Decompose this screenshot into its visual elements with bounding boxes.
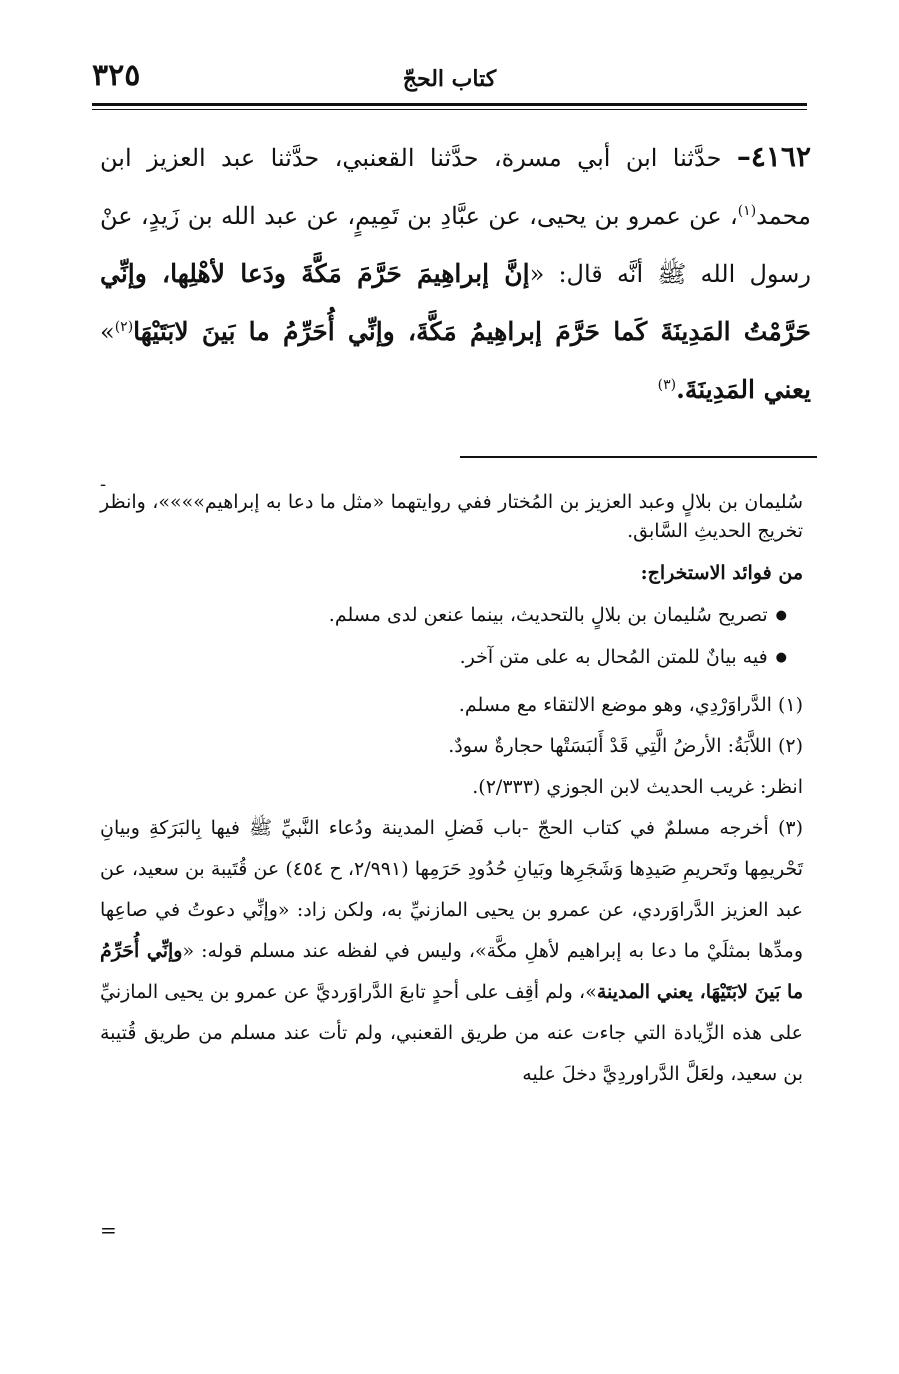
footnote-ref-2: (٢) (114, 319, 134, 335)
explanation-text: يعني المَدِينَةَ. (676, 375, 811, 404)
footnote-3-quote: وإنِّي أُحَرِّمُ ما بَينَ لابَتَيْهَا، يعني المدينة (100, 940, 803, 1003)
continued-on-next-mark: = (100, 1218, 117, 1242)
isnad-chain: حدَّثنا ابن أبي مسرة، حدَّثنا القعنبي، حدَّثنا عبد العزيز ابن محمد (100, 144, 811, 230)
benefit-item: ● فيه بيانٌ للمتن المُحال به على متن آخر. (100, 643, 787, 672)
header-rule-thin (92, 109, 807, 110)
footnotes (100, 488, 803, 1095)
footnote-2: (٢) اللاَّبَةُ: الأرضُ الَّتِي قَدْ أَلبَسَتْها حجارةٌ سودٌ. (448, 735, 803, 757)
footnote-3-text-continued: »، ولم أقِف على أحدٍ تابعَ الدَّراوَرديَّ عن عمرو بن يحيى المازنيِّ على هذه الزِّيادة التي جاءت عنه من طريق القعنبي، ولم تأت عند مسلم من طريق قُتيبة بن سعيد، ولعَلَّ الدَّراوردِيَّ دخلَ عليه (100, 981, 803, 1085)
header-rule-thick (92, 103, 807, 106)
benefits-heading: من فوائد الاستخراج: (640, 562, 803, 584)
footnote-3-text: (٣) أخرجه مسلمٌ في كتاب الحجّ -باب فَضلِ المدينة ودُعاء النَّبيِّ ﷺ فيها بِالبَرَكةِ وبيانِ تَحْريمِها وتَحريمِ صَيدِها وَشَجَرِها وبَيانِ حُدُودِ حَرَمِها (٢/٩٩١، ح ٤٥٤) عن قُتَيبة بن سعيد، عن عبد العزيز الدَّراوَردي، عن عمرو بن يحيى المازنيِّ به، ولكن زاد: «وإنِّي دعوتُ في صاعِها ومدِّها بمثلَيْ ما دعا به إبراهيم لأهلِ مكَّة»، وليس في لفظه عند مسلم قوله: « (100, 817, 804, 962)
footnote-3 (100, 808, 803, 1095)
closing-quote: » (100, 318, 115, 346)
benefit-item: ● تصريح سُليمان بن بلالٍ بالتحديث، بينما عنعن لدى مسلم. (100, 601, 787, 630)
running-title: كتاب الحجّ (402, 66, 497, 92)
page-header (92, 58, 807, 98)
continued-from-mark: - (100, 474, 107, 495)
isnad-chain-continued: ، عن عمرو بن يحيى، عن عبَّادِ بن تَمِيمٍ، عن عبد الله بن زَيدٍ، عنْ رسول الله ﷺ أنَّه قال: « (100, 202, 811, 288)
footnote-1: (١) الدَّراوَرْدِي، وهو موضع الالتقاء مع مسلم. (458, 694, 803, 716)
hadith-number: ٤١٦٢– (736, 140, 811, 173)
hadith-text (100, 128, 811, 419)
footnote-2-reference: انظر: غريب الحديث لابن الجوزي (٢/٣٣٣). (472, 776, 803, 798)
footnote-ref-3: (٣) (657, 377, 677, 393)
page-number: ٣٢٥ (92, 58, 141, 93)
footnote-separator (460, 456, 817, 458)
prophetic-text: إنَّ إبراهِيمَ حَرَّمَ مَكَّةَ ودَعا لأهْلِها، وإنِّي حَرَّمْتُ المَدِينَةَ كَما حَرَّمَ إبراهِيمُ مَكَّةَ، وإنِّي أُحَرِّمُ ما بَينَ لابَتَيْهَا (100, 259, 811, 346)
previous-note-continuation: سُليمان بن بلالٍ وعبد العزيز بن المُختار ففي روايتهما «مثل ما دعا به إبراهيم»»»»، وانظر تخريج الحديثِ السَّابق. (100, 491, 803, 542)
footnote-ref-1: (١) (737, 203, 757, 219)
